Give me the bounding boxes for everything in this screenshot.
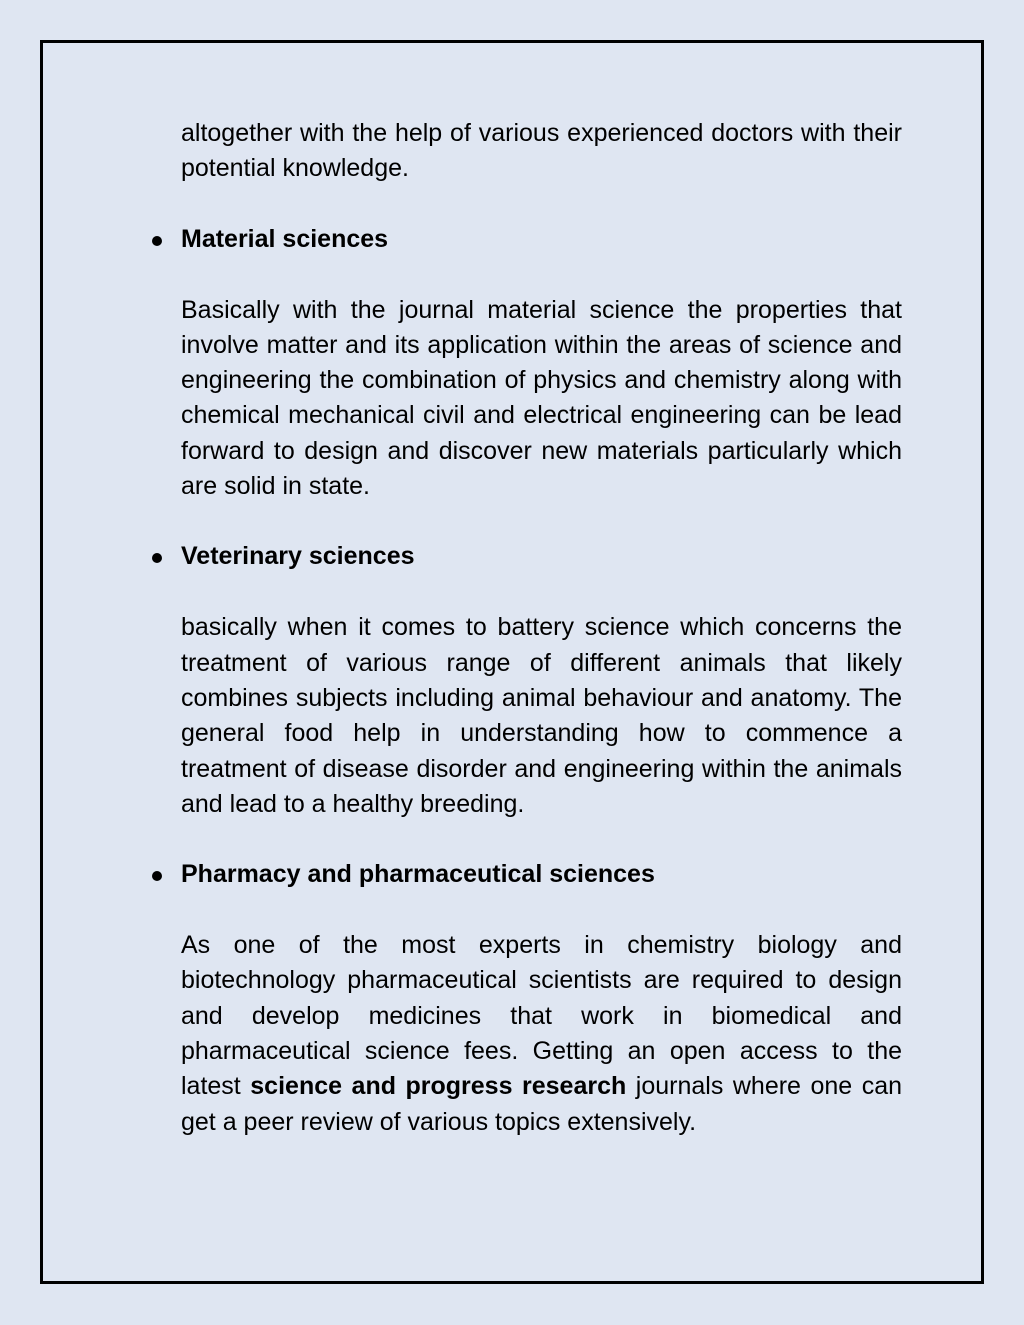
section-paragraph-material-sciences: Basically with the journal material science the properties that involve matter and its application within the areas of science and engineering the combination of physics and chemistry along with chemical mechanical civil and electrical engineering can be lead forward to design and discover new materials particularly which are solid in state.	[181, 295, 902, 501]
bold-phrase: science and progress research	[250, 1072, 627, 1101]
document-content	[181, 116, 902, 1140]
section-paragraph-pharmacy	[181, 928, 902, 1140]
bullet-icon	[152, 236, 162, 246]
heading-text: Veterinary sciences	[181, 542, 415, 571]
heading-text: Pharmacy and pharmaceutical sciences	[181, 860, 655, 889]
heading-text: Material sciences	[181, 224, 389, 253]
section-paragraph-veterinary-sciences: basically when it comes to battery science which concerns the treatment of various range of different animals that likely combines subjects including animal behaviour and anatomy. The general food help in understanding how to commence a treatment of disease disorder and engineering within the animals and lead to a healthy breeding.	[181, 613, 902, 818]
section-heading-pharmacy	[181, 857, 902, 892]
section-heading-veterinary-sciences	[181, 539, 902, 574]
intro-paragraph: altogether with the help of various experienced doctors with their potential knowledge.	[181, 119, 902, 183]
paragraph-text: journals where one can get a peer review of various topics extensively.	[181, 1072, 903, 1136]
paragraph-text: As one of the most experts in chemistry biology and biotechnology pharmaceutical scientists are required to design and develop medicines that work in biomedical and pharmaceutical science fees. Getting an open access to the latest	[181, 931, 902, 1101]
section-heading-material-sciences	[181, 222, 902, 257]
